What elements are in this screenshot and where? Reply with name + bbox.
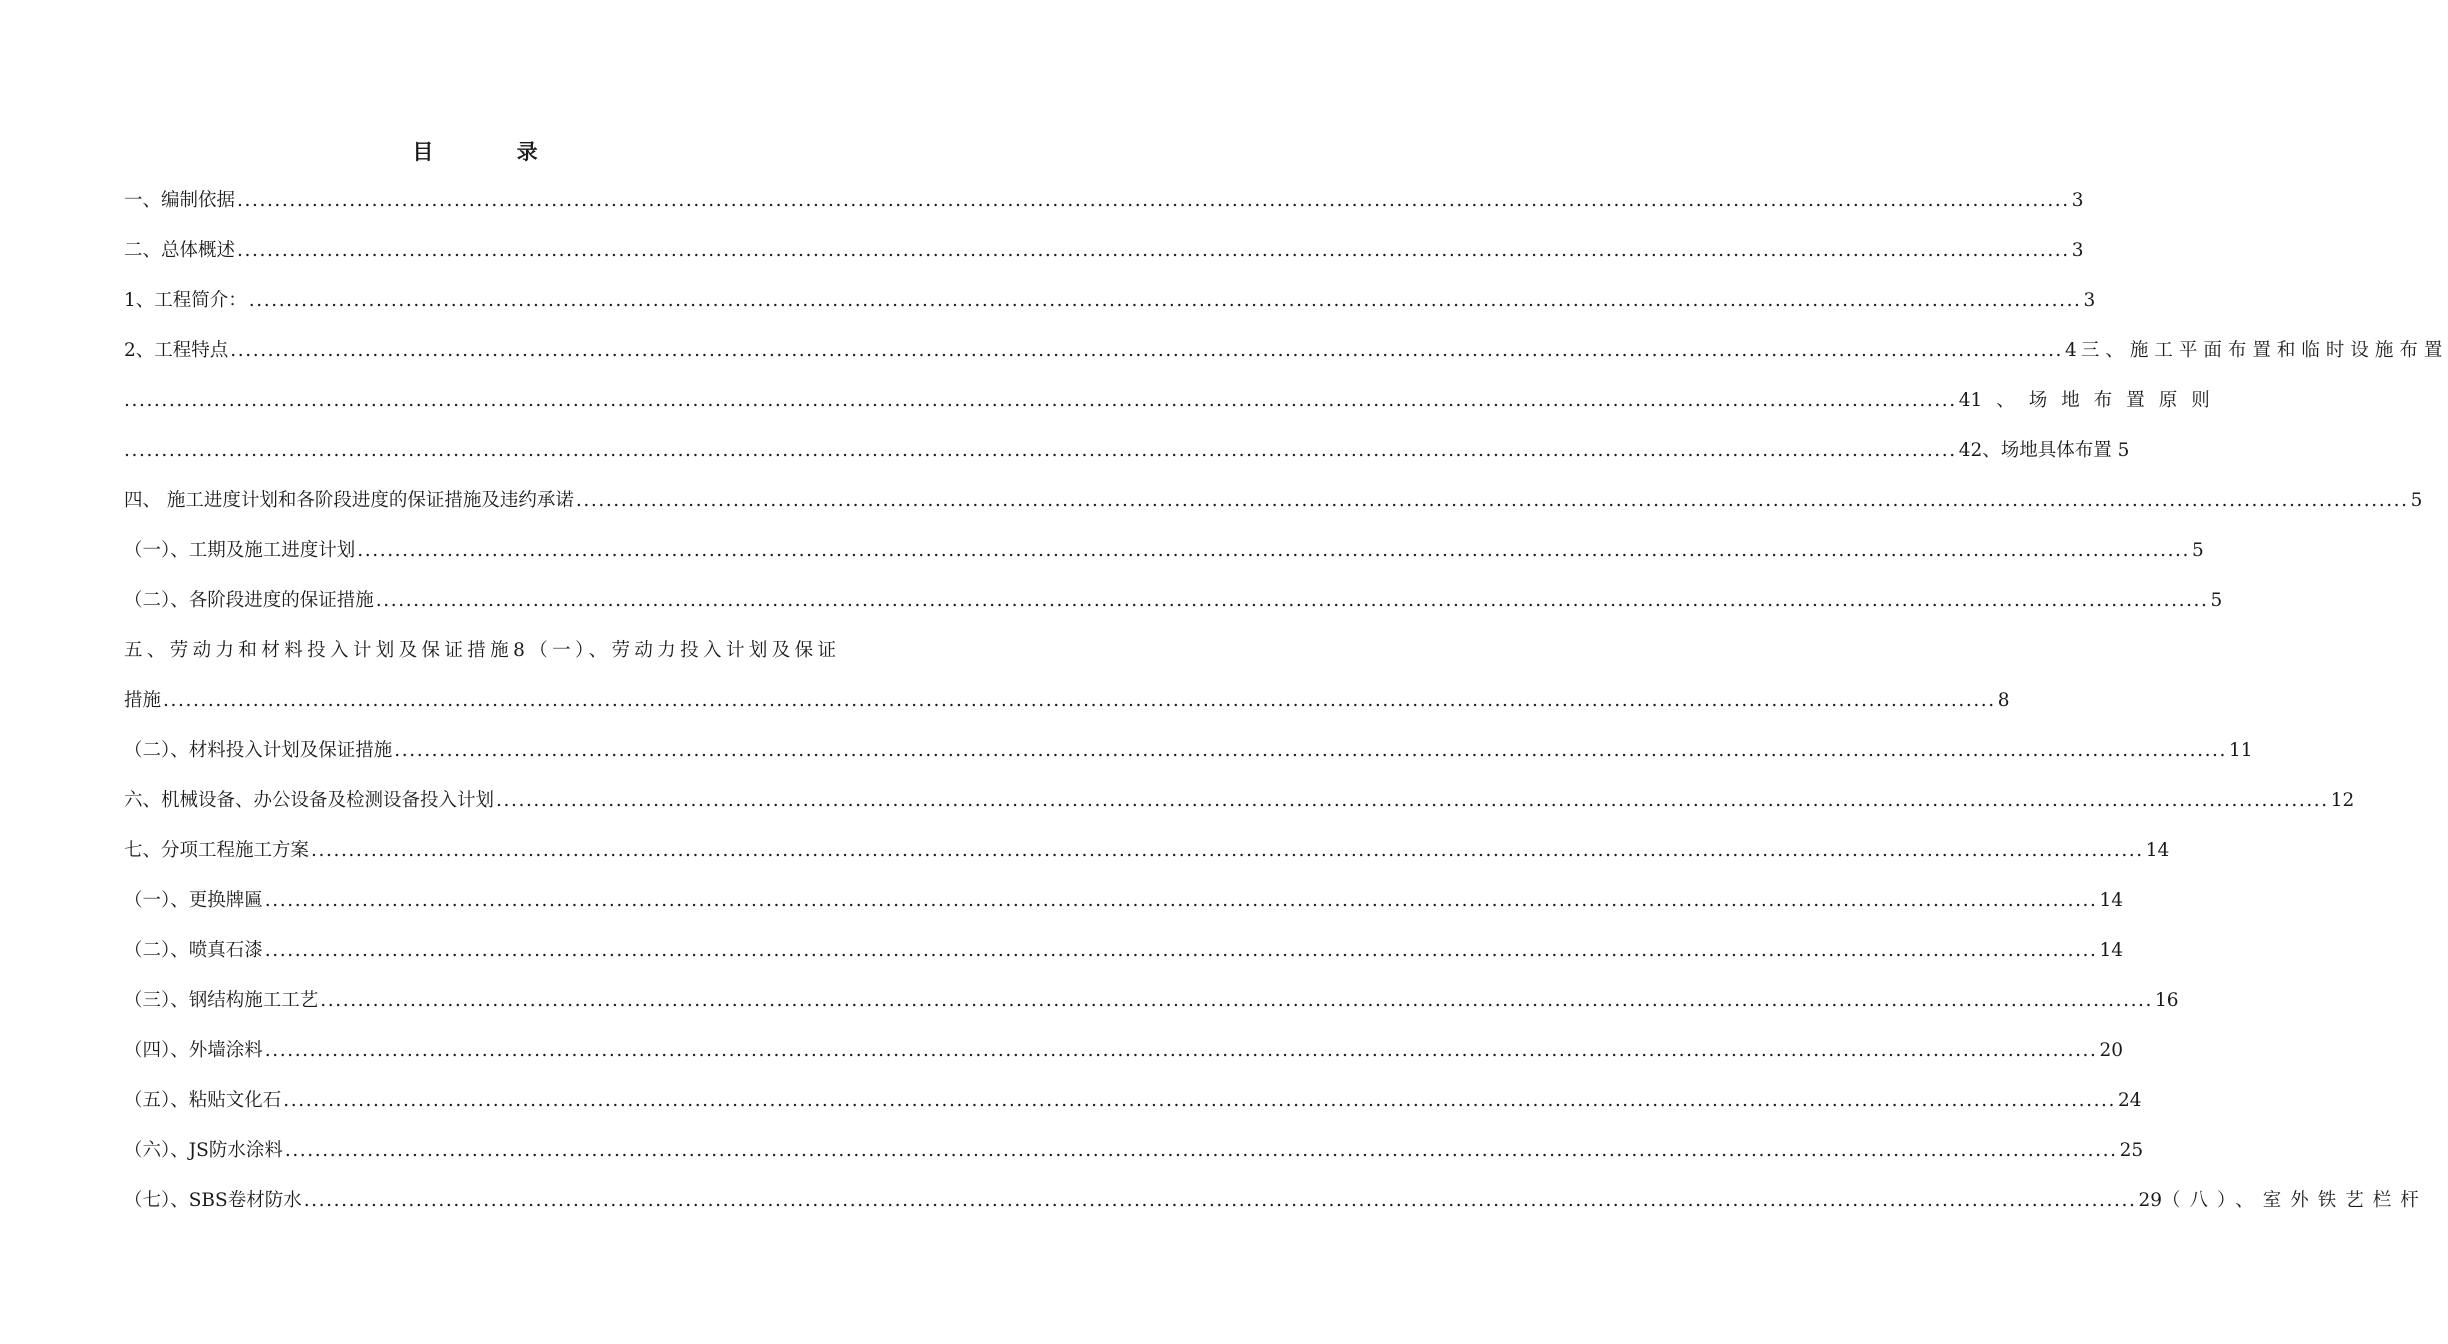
toc-entry-text: （四）、外墙涂料 [124,1040,263,1061]
toc-entry[interactable] [124,536,2204,566]
toc-entry-text: 四、 施工进度计划和各阶段进度的保证措施及违约承诺 [124,490,574,511]
toc-entry-page: 20 [2099,1040,2124,1061]
toc-entry[interactable] [124,986,2179,1016]
toc-entry[interactable] [124,586,2223,616]
toc-entry[interactable] [124,936,2124,966]
toc-entry-page: 5 [2192,540,2204,561]
toc-entry-text: （六）、JS防水涂料 [124,1140,283,1161]
toc-entry-page: 5 [2410,490,2423,511]
toc-entry-text: 2、工程特点 [124,340,229,361]
toc-entry[interactable] [124,436,2130,466]
toc-entry-page: 8 [1997,690,2010,711]
toc-entry[interactable] [124,336,2448,366]
toc-leader [574,486,2411,516]
toc-entry-page: 5 [2210,590,2223,611]
toc-entry[interactable] [124,236,2084,266]
toc-entry-page: 14 [2099,890,2124,911]
toc-entry[interactable] [124,1036,2124,1066]
toc-leader [124,436,1959,466]
toc-leader [281,1086,2118,1116]
toc-leader [124,386,1959,416]
toc-entry-text: （八）、室外铁艺栏杆 [2162,1190,2428,1211]
toc-entry-page: 12 [2330,790,2355,811]
toc-entry-text: 2、场地具体布置 5 [1970,440,2130,461]
toc-leader [263,936,2100,966]
toc-entry[interactable] [124,836,2170,866]
toc-entry-text: （七）、SBS卷材防水 [124,1190,302,1211]
toc-entry-text: 二、总体概述 [124,240,236,261]
toc-entry-text: （一）、工期及施工进度计划 [124,540,356,561]
toc-entry-text: （二）、各阶段进度的保证措施 [124,590,374,611]
toc-entry-page: 3 [2083,290,2096,311]
toc-entry-page: 4 [1958,440,1971,461]
toc-title: 目 录 [412,139,576,164]
toc-entry-page: 4 [1958,390,1971,411]
toc-leader [228,336,2065,366]
toc-entry-page: 16 [2155,990,2179,1011]
toc-leader [374,586,2211,616]
toc-entry-text: （二）、喷真石漆 [124,940,263,961]
toc-entry[interactable] [124,736,2253,766]
toc-leader [318,986,2155,1016]
toc-entry-page: 14 [2099,940,2124,961]
toc-entry[interactable] [124,686,2010,716]
toc-entry-text: 一、编制依据 [124,190,236,211]
toc-entry[interactable] [124,486,2423,516]
toc-entry[interactable] [124,1086,2142,1116]
toc-leader [263,1036,2100,1066]
toc-entry-text: 三、施工平面布置和临时设施布置 [2080,340,2448,361]
toc-entry-text: 六、机械设备、办公设备及检测设备投入计划 [124,790,495,811]
toc-entry-text: （三）、钢结构施工工艺 [124,990,319,1011]
toc-entry-page: 29 [2138,1190,2162,1211]
toc-leader [302,1186,2139,1216]
toc-entry[interactable] [124,386,2224,416]
toc-entry-text: 1、场地布置原则 [1970,390,2224,411]
toc-entry-text: （五）、粘贴文化石 [124,1090,282,1111]
toc-entry[interactable] [124,1186,2428,1216]
toc-leader [263,886,2100,916]
toc-leader [494,786,2331,816]
toc-entry-text: 措施 [124,690,162,711]
toc-leader [309,836,2146,866]
toc-entry-page: 25 [2119,1140,2144,1161]
toc-leader [283,1136,2120,1166]
toc-entry[interactable] [124,186,2084,216]
toc-entry-page: 11 [2229,740,2253,761]
toc-entry-text: （一）、更换牌匾 [124,890,263,911]
toc-leader [355,536,2192,566]
toc-leader [161,686,1998,716]
toc-entry-page: 14 [2145,840,2170,861]
toc-entry[interactable] [124,286,2096,316]
toc-entry-page: 3 [2071,240,2084,261]
toc-entry-text: （二）、材料投入计划及保证措施 [124,740,393,761]
toc-entry-page: 4 [2065,340,2077,361]
toc-leader [235,186,2072,216]
toc-entry[interactable] [124,1136,2144,1166]
toc-leader [247,286,2084,316]
toc-entry-text: 1、工程简介： [124,290,247,311]
toc-entry-page: 24 [2118,1090,2142,1111]
toc-entry-text: 七、分项工程施工方案 [124,840,310,861]
toc-entry[interactable] [124,786,2355,816]
toc-leader [235,236,2072,266]
toc-entry[interactable] [124,886,2124,916]
toc-entry[interactable]: 五、劳动力和材料投入计划及保证措施8（一）、劳动力投入计划及保证 [124,640,836,661]
toc-entry-page: 3 [2071,190,2084,211]
toc-leader [392,736,2229,766]
